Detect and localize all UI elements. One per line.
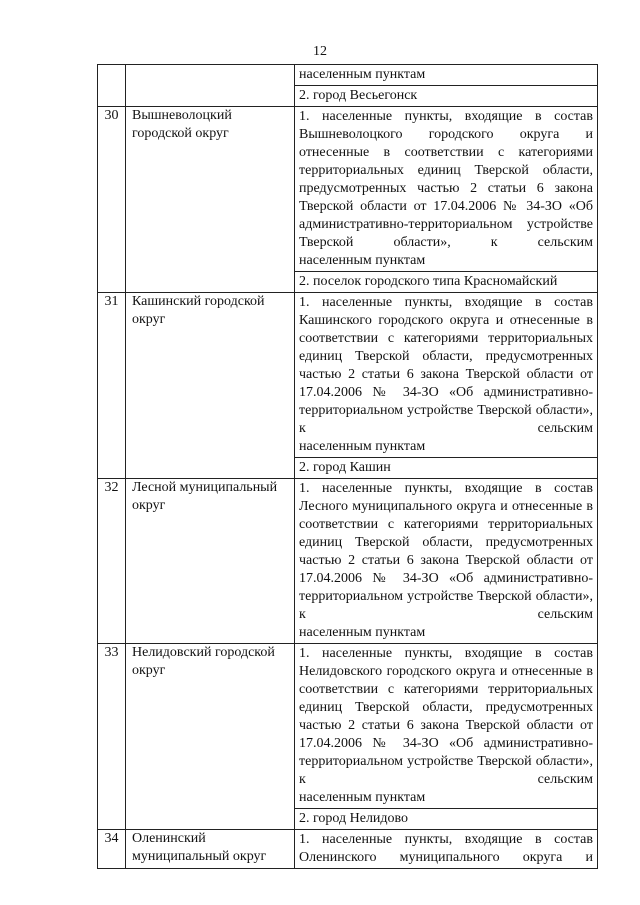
row-number [98, 65, 126, 107]
settlement-category [295, 479, 598, 644]
category-text: 1. населенные пункты, входящие в состав Кашинского городского округа и отнесенные в соответствии с категориями территориальных единиц Тверской области, предусмотренных частью 2 статьи 6 закона Тверской области от 17.04.2006 № 34-ЗО «Об административно-территориальном устройстве Тверской области», к сельским [299, 295, 593, 436]
page-number: 12 [313, 44, 327, 59]
category-text: 1. населенные пункты, входящие в состав Вышневолоцкого городского округа и отнесенные в соответствии с категориями территориальных единиц Тверской области, предусмотренных частью 2 статьи 6 закона Тверской области от 17.04.2006 № 34-ЗО «Об административно-территориальном устройстве Тверской области», к сельским [299, 109, 593, 250]
category-text-tail: населенным пунктам [299, 253, 426, 268]
category-text-tail: населенным пунктам [299, 790, 426, 805]
settlement-category [295, 458, 598, 479]
category-text: 1. населенные пункты, входящие в состав Оленинского муниципального округа и [299, 832, 593, 865]
category-text: 2. город Кашин [299, 460, 391, 475]
table-row [98, 65, 598, 86]
row-number: 34 [98, 830, 126, 869]
category-text: 1. населенные пункты, входящие в состав Лесного муниципального округа и отнесенные в соответствии с категориями территориальных единиц Тверской области, предусмотренных частью 2 статьи 6 закона Тверской области от 17.04.2006 № 34-ЗО «Об административно-территориальном устройстве Тверской области», к сельским [299, 481, 593, 622]
category-text-tail: населенным пунктам [299, 625, 426, 640]
municipality-name [126, 65, 295, 107]
category-text: 2. город Весьегонск [299, 88, 418, 103]
category-text: 2. город Нелидово [299, 811, 409, 826]
settlement-category [295, 293, 598, 458]
row-number: 30 [98, 107, 126, 293]
settlement-category [295, 272, 598, 293]
row-number: 33 [98, 644, 126, 830]
row-number: 32 [98, 479, 126, 644]
category-text: 2. поселок городского типа Красномайский [299, 274, 558, 289]
settlement-category [295, 644, 598, 809]
municipality-name: Кашинский городской округ [126, 293, 295, 479]
category-text: населенным пунктам [299, 67, 426, 82]
settlement-category [295, 830, 598, 869]
settlement-category [295, 65, 598, 86]
municipality-name: Вышневолоцкий городской округ [126, 107, 295, 293]
municipality-name: Нелидовский городской округ [126, 644, 295, 830]
table-row [98, 830, 598, 869]
settlement-category [295, 86, 598, 107]
municipality-name: Оленинский муниципальный округ [126, 830, 295, 869]
settlements-table [97, 64, 598, 869]
table-row [98, 293, 598, 458]
table-row [98, 644, 598, 809]
municipality-name: Лесной муниципальный округ [126, 479, 295, 644]
settlement-category [295, 107, 598, 272]
table-row [98, 479, 598, 644]
category-text: 1. населенные пункты, входящие в состав Нелидовского городского округа и отнесенные в соответствии с категориями территориальных единиц Тверской области, предусмотренных частью 2 статьи 6 закона Тверской области от 17.04.2006 № 34-ЗО «Об административно-территориальном устройстве Тверской области», к сельским [299, 646, 593, 787]
category-text-tail: населенным пунктам [299, 439, 426, 454]
settlement-category [295, 809, 598, 830]
row-number: 31 [98, 293, 126, 479]
table-row [98, 107, 598, 272]
